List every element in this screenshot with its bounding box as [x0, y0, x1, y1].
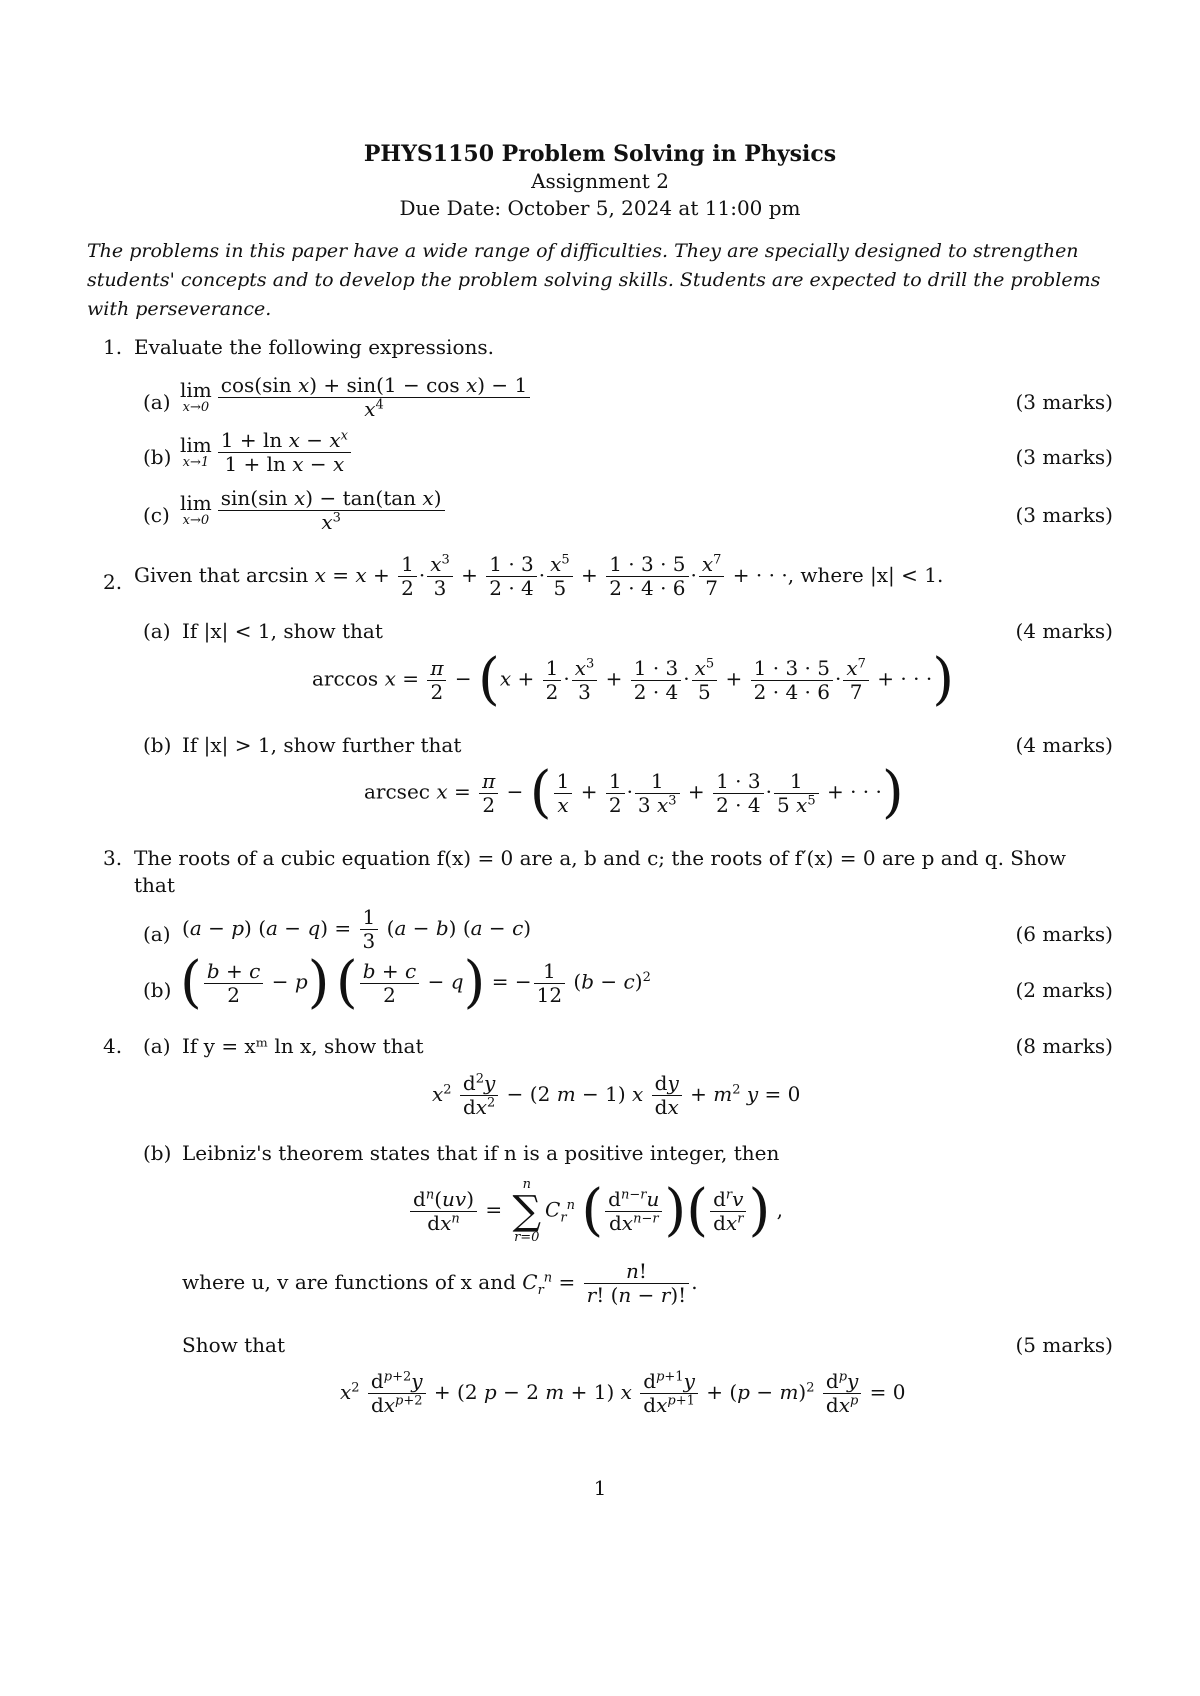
q4a-label: (a) [143, 1034, 171, 1058]
q1b-marks: (3 marks) [1015, 445, 1113, 469]
q4a-text: If y = xᵐ ln x, show that [182, 1034, 424, 1058]
q1-number: 1. [103, 335, 123, 359]
q2a-equation: arccos x = $\frac{\pi}{2}$ − (x + $\frac{1}{2}$ · $\frac{x^3}{3}$ + $\frac{1 \cdot 3}{2 \cdot 4}$ · $\frac{x^5}{5}$ + $\frac{1 \cdot 3 \cdot 5}{2 \cdot 4 \cdot 6}$ · $\frac{x^7}{7}$ + · · ·) [312, 647, 955, 712]
q2-given-statement: Given that arcsin x = x + $\frac{1}{2}$ · $\frac{x^3}{3}$ + $\frac{1 \cdot 3}{2 \cdot 4}$ · $\frac{x^5}{5}$ + $\frac{1 \cdot 3 \cdot 5}{2 \cdot 4 \cdot 6}$ · $\frac{x^7}{7}$ + · · ·, where |x| < 1. [134, 552, 944, 600]
q3b-marks: (2 marks) [1015, 978, 1113, 1002]
q1c-label: (c) [143, 503, 170, 527]
q1a-label: (a) [143, 390, 171, 414]
q4a-marks: (8 marks) [1015, 1034, 1113, 1058]
q3-text-line1: The roots of a cubic equation f(x) = 0 are a, b and c; the roots of f′(x) = 0 are p and q. Show [134, 846, 1067, 870]
q1-text: Evaluate the following expressions. [134, 335, 494, 359]
paper-title: PHYS1150 Problem Solving in Physics [363, 141, 837, 167]
q2a-text: If |x| < 1, show that [182, 619, 383, 643]
page-number: 1 [593, 1476, 607, 1500]
q2b-label: (b) [143, 733, 172, 757]
q4b-show-text: Show that [182, 1333, 285, 1357]
q4b-text: Leibniz's theorem states that if n is a positive integer, then [182, 1141, 780, 1165]
q2a-marks: (4 marks) [1015, 619, 1113, 643]
q4b-where-text: where u, v are functions of x and [182, 1270, 516, 1294]
q3b-label: (b) [143, 978, 172, 1002]
q2b-text: If |x| > 1, show further that [182, 733, 462, 757]
q3-number: 3. [103, 846, 123, 870]
q2b-equation: arcsec x = $\frac{\pi}{2}$ − ( $\frac{1}{x}$ + $\frac{1}{2}$ · $\frac{1}{3 x^3}$ + $\frac{1 \cdot 3}{2 \cdot 4}$ · $\frac{1}{5 x^5}$ + · · ·) [364, 760, 904, 825]
q4-number: 4. [103, 1034, 123, 1058]
intro-paragraph: The problems in this paper have a wide range of difficulties. They are specially designed to strengthen students' concepts and to develop the problem solving skills. Students are expected to drill the problems with perseverance. [87, 240, 1101, 320]
q1c-marks: (3 marks) [1015, 503, 1113, 527]
q4b-marks: (5 marks) [1015, 1333, 1113, 1357]
q3a-equation: (a − p) (a − q) = $\frac{1}{3}$ (a − b) (a − c) [182, 905, 532, 953]
q4b-equation: $x^2$ $\frac{d^{p+2}y}{dx^{p+2}}$ + (2 p − 2 m + 1) x $\frac{d^{p+1}y}{dx^{p+1}}$ + $(p - m)^2$ $\frac{d^py}{dx^p}$ = 0 [340, 1369, 906, 1417]
due-date: Due Date: October 5, 2024 at 11:00 pm [399, 196, 801, 220]
q2b-marks: (4 marks) [1015, 733, 1113, 757]
q1a-expression: lim x→0 $\frac{\text{cos(sin x) + sin(1 − cos x) − 1}}{x^4}$ [180, 374, 532, 421]
q3a-marks: (6 marks) [1015, 922, 1113, 946]
q3b-equation: ( $\frac{b + c}{2}$ − p) ( $\frac{b + c}{2}$ − q) = − $\frac{1}{12}$ $(b - c)^2$ [180, 950, 651, 1015]
q1c-expression: lim x→0 $\frac{\text{sin(sin x) − tan(tan x)}}{x^3}$ [180, 487, 447, 534]
q1b-label: (b) [143, 445, 172, 469]
q3a-label: (a) [143, 922, 171, 946]
q4b-where-clause: where u, v are functions of x and $C_r^n$ = $\frac{n!}{r! (n - r)!}$ . [182, 1259, 698, 1307]
q2-number: 2. [103, 570, 123, 594]
q2a-label: (a) [143, 619, 171, 643]
q3-text-line2: that [134, 873, 175, 897]
q4a-equation: $x^2$ $\frac{d^2y}{dx^2}$ − (2 m − 1) x $\frac{dy}{dx}$ + $m^2$ y = 0 [432, 1071, 801, 1119]
q2-intro-text: Given that [134, 563, 240, 587]
q2-tail-text: , where |x| < 1. [787, 563, 944, 587]
leibniz-equation: $\frac{d^n(uv)}{dx^n}$ = n ∑ r=0 $C_r^n$ ( $\frac{d^{n-r}u}{dx^{n-r}}$ )( $\frac{d^rv}{dx^r}$ ) , [408, 1178, 783, 1244]
q1b-expression: lim x→1 $\frac{1 + \ln x - x^x}{\text{1 + ln x − x}}$ [180, 429, 353, 476]
q4b-label: (b) [143, 1141, 172, 1165]
assignment-label: Assignment 2 [531, 169, 669, 193]
q1a-marks: (3 marks) [1015, 390, 1113, 414]
